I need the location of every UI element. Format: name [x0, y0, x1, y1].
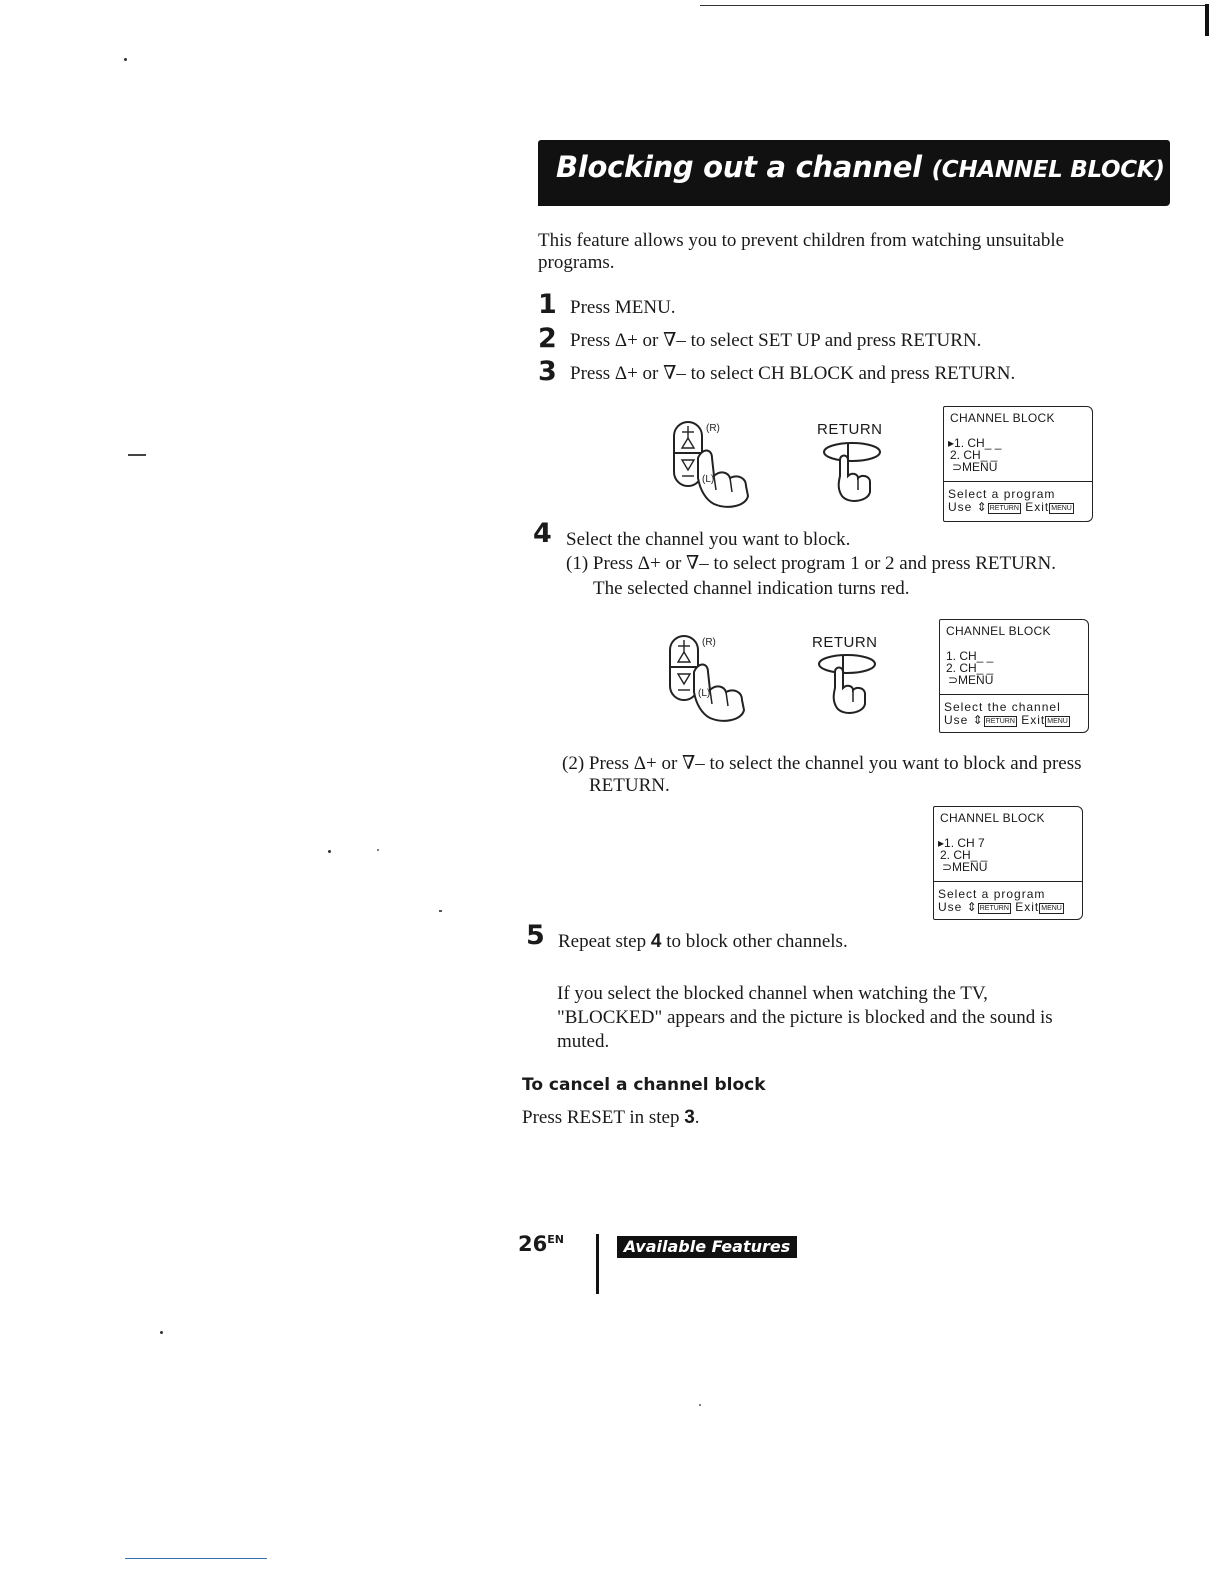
step-4-sub-1-line-2: The selected channel indication turns red. — [593, 578, 910, 599]
step-1-number: 1 — [538, 289, 557, 320]
osd-item-1: ▸1. CH_ _ — [948, 436, 1002, 450]
return-button-label: RETURN — [812, 634, 878, 651]
scan-speck — [128, 454, 146, 456]
step-1-text: Press MENU. — [570, 297, 676, 318]
osd-menu-key-icon: MENU — [1051, 505, 1072, 512]
return-button-hand-icon — [813, 652, 883, 716]
note-line-3: muted. — [557, 1031, 610, 1052]
step-3-number: 3 — [538, 356, 557, 387]
osd-hint-use: Use ⇕ — [944, 713, 984, 727]
note-line-2: "BLOCKED" appears and the picture is blocked and the sound is — [557, 1007, 1053, 1028]
osd-item-menu: ⊃MENU — [942, 860, 988, 874]
osd-item-1: ▸1. CH 7 — [938, 836, 985, 850]
intro-line-2: programs. — [538, 252, 615, 273]
scan-speck — [377, 849, 379, 851]
footer-section-label: Available Features — [617, 1236, 797, 1258]
return-button-hand-icon — [818, 440, 888, 504]
scan-top-right-bar — [1205, 4, 1209, 36]
step-5-text — [558, 931, 848, 953]
step-5-text-pre: Repeat step — [558, 931, 651, 952]
osd-title: CHANNEL BLOCK — [950, 411, 1055, 425]
scan-top-rule — [700, 5, 1205, 6]
page-title-main: Blocking out a channel — [556, 150, 922, 184]
osd-title: CHANNEL BLOCK — [940, 811, 1045, 825]
osd-screen-channel-selected — [933, 806, 1083, 920]
cancel-text-pre: Press RESET in step — [522, 1107, 685, 1128]
step-5-step-ref: 4 — [650, 931, 662, 952]
osd-return-key-icon: RETURN — [979, 905, 1009, 912]
osd-hint-line-2 — [948, 500, 1074, 514]
cancel-heading: To cancel a channel block — [522, 1075, 766, 1095]
scan-bottom-rule — [125, 1558, 267, 1559]
step-4-text: Select the channel you want to block. — [566, 529, 851, 550]
osd-screen-select-channel — [939, 619, 1089, 733]
osd-hint-line-2 — [944, 713, 1070, 727]
osd-hint-line-2 — [938, 900, 1064, 914]
step-5-number: 5 — [526, 920, 545, 951]
step-4-sub-2-line-1: (2) Press Δ+ or ∇– to select the channel you want to block and press — [562, 753, 1082, 774]
osd-hint-line-1: Select the channel — [944, 700, 1061, 714]
section-header-banner — [538, 140, 1170, 206]
return-button-illustration — [818, 440, 888, 504]
blocked-note-paragraph — [557, 982, 1177, 1054]
remote-channel-buttons-illustration — [664, 632, 784, 724]
page-title — [556, 150, 1165, 184]
scan-speck — [699, 1404, 701, 1406]
step-4-sub-1-line-1: (1) Press Δ+ or ∇– to select program 1 or 2 and press RETURN. — [566, 553, 1057, 574]
osd-hint-exit: Exit — [1020, 500, 1050, 514]
svg-text:(L): (L) — [702, 474, 715, 485]
scan-speck — [160, 1331, 163, 1334]
page-title-subtitle: (CHANNEL BLOCK) — [931, 157, 1165, 183]
scan-speck — [124, 58, 127, 61]
cancel-text-post: . — [694, 1107, 700, 1128]
step-3-text: Press Δ+ or ∇– to select CH BLOCK and press RETURN. — [570, 363, 1016, 384]
cancel-step-ref: 3 — [684, 1107, 695, 1128]
step-4-sub-2-line-2: RETURN. — [589, 775, 670, 796]
osd-return-key-icon: RETURN — [989, 505, 1019, 512]
osd-hint-line-1: Select a program — [948, 487, 1056, 501]
return-button-label: RETURN — [817, 421, 883, 438]
osd-menu-key-icon: MENU — [1047, 718, 1068, 725]
osd-title: CHANNEL BLOCK — [946, 624, 1051, 638]
remote-channel-buttons-illustration — [668, 418, 788, 510]
osd-menu-key-icon: MENU — [1041, 905, 1062, 912]
footer-divider — [596, 1234, 599, 1294]
osd-item-menu: ⊃MENU — [948, 673, 994, 687]
channel-buttons-hand-icon — [664, 632, 784, 724]
page-number-suffix: EN — [547, 1233, 564, 1246]
intro-paragraph — [538, 230, 1178, 274]
osd-hint-line-1: Select a program — [938, 887, 1046, 901]
note-line-1: If you select the blocked channel when watching the TV, — [557, 983, 988, 1004]
osd-item-2: 2. CH_ _ — [950, 448, 998, 462]
scan-speck — [328, 850, 331, 853]
osd-screen-channel-block-menu — [943, 406, 1093, 522]
osd-hint-exit: Exit — [1010, 900, 1040, 914]
channel-buttons-hand-icon — [668, 418, 788, 510]
page-number — [518, 1232, 564, 1256]
osd-item-menu: ⊃MENU — [952, 460, 998, 474]
step-4-number: 4 — [533, 518, 552, 549]
step-5-text-post: to block other channels. — [661, 931, 848, 952]
cancel-text — [522, 1107, 700, 1129]
return-button-illustration — [813, 652, 883, 716]
osd-return-key-icon: RETURN — [985, 718, 1015, 725]
svg-text:(R): (R) — [702, 637, 716, 648]
intro-line-1: This feature allows you to prevent children from watching unsuitable — [538, 230, 1065, 251]
step-2-number: 2 — [538, 323, 557, 354]
page-number-value: 26 — [518, 1232, 548, 1256]
osd-item-2: 2. CH_ _ — [940, 848, 988, 862]
svg-text:(L): (L) — [698, 688, 711, 699]
osd-divider — [934, 881, 1082, 882]
osd-item-2: 2. CH_ _ — [946, 661, 994, 675]
svg-text:(R): (R) — [706, 423, 720, 434]
osd-hint-use: Use ⇕ — [948, 500, 988, 514]
osd-divider — [940, 694, 1088, 695]
scan-speck — [439, 910, 442, 912]
osd-divider — [944, 481, 1092, 482]
osd-hint-use: Use ⇕ — [938, 900, 978, 914]
step-2-text: Press Δ+ or ∇– to select SET UP and press RETURN. — [570, 330, 982, 351]
osd-item-1: 1. CH_ _ — [946, 649, 994, 663]
osd-hint-exit: Exit — [1016, 713, 1046, 727]
